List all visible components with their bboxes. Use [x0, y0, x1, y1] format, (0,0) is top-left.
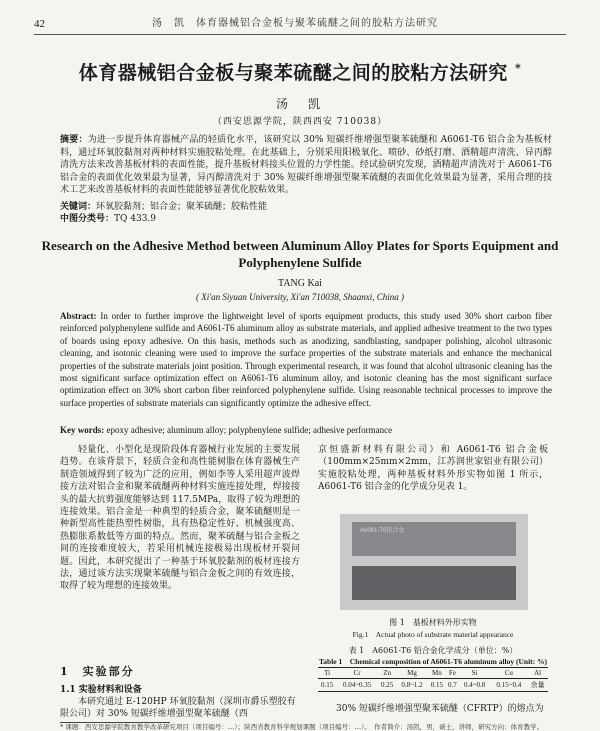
table-cell: 0.15~0.4: [490, 679, 527, 692]
affiliation-chinese: （西安思源学院，陕西西安 710038）: [212, 117, 388, 127]
running-header: [34, 14, 566, 35]
footnote: * 课题：西安思源学院教育教学改革研究项目（项目编号：…）；陕西省教育科学规划课题（项目编号：…）。 作者简介：汤凯，男，硕士，讲师，研究方向：体育教学。: [60, 723, 544, 731]
classification-text: TQ 433.9: [114, 214, 157, 224]
table-cell: 0.15: [428, 679, 446, 692]
table-1-caption-chinese: 表 1 A6061-T6 铝合金化学成分（单位：%）: [348, 646, 518, 655]
figure-1-photo: [340, 514, 528, 610]
title-chinese: [0, 58, 600, 85]
table-cell: 0.7: [446, 679, 459, 692]
section-1-1-heading: 1.1 实验材料和设备: [60, 685, 142, 695]
table-cell: 余量: [527, 679, 548, 692]
pps-sample-image: [352, 566, 516, 600]
aluminum-sample-label: A6061-T6铝合金: [360, 528, 405, 534]
table-header-cell: Ti: [318, 668, 336, 679]
running-title: 汤 凯 体育器械铝合金板与聚苯硫醚之间的胶粘方法研究: [152, 18, 438, 29]
title-english: Research on the Adhesive Method between Aluminum Alloy Plates for Sports Equipment and Polyphenylene Sulfide: [41, 238, 559, 270]
page-number: 42: [34, 18, 45, 30]
author-english: TANG Kai: [278, 278, 322, 289]
author-chinese: 汤 凯: [275, 97, 324, 111]
abstract-chinese-text: 为进一步提升体育器械产品的轻质化水平，该研究以 30% 短碳纤维增强型聚苯硫醚和 A6061-T6 铝合金为基板材料，通过环氧胶黏剂对两种材料实施胶粘处理。在此基础上，分别采用阳极氧化、喷砂、砂纸打磨、酒精超声清洗、异丙醇清洗方法来改善基板材料的表面性能，提升基板材料接头位置的力学性能。经试验研究发现，酒精超声清洗对于 A6061-T6 铝合金的表面优化效果最为显著，异丙醇清洗对于 30% 短碳纤维增强型聚苯硫醚的表面优化效果最为显著，采用合理的技术工艺来改善基板材料的表面性能能够显著优化胶粘效果。: [60, 135, 552, 195]
keywords-chinese-label: 关键词：: [60, 202, 97, 212]
abstract-chinese-label: 摘要：: [60, 135, 88, 145]
table-header-cell: Fe: [446, 668, 459, 679]
table-header-row: [318, 668, 548, 679]
abstract-english-text: In order to further improve the lightweight level of sports equipment products, this study used 30% short carbon fiber reinforced polyphenylene sulfide and A6061-T6 aluminum alloy as substrate materials, and applied adhesive treatment to the two types of boards using epoxy adhesive. On this basis, methods such as anodizing, sandblasting, sandpaper polishing, alcohol ultrasonic cleaning, and isotonic cleaning were used to improve the surface properties of the substrate materials and enhance the mechanical properties of the substrate materials joint position. Through experimental research, it was found that alcohol ultrasonic cleaning has the most significant surface optimization effect on A6061-T6 aluminum alloy, and isotonic cleaning has the most significant surface optimization effect on 30% short carbon fiber reinforced polyphenylene sulfide. Using reasonable technical processes to improve the surface properties of substrate materials can significantly optimize the adhesive effect.: [60, 311, 552, 408]
table-header-cell: Al: [527, 668, 548, 679]
abstract-english: [60, 310, 552, 422]
table-header-cell: Cr: [336, 668, 378, 679]
table-cell: 0.4~0.8: [459, 679, 491, 692]
table-cell: 0.04~0.35: [336, 679, 378, 692]
table-cell: 0.15: [318, 679, 336, 692]
table-header-cell: Cu: [490, 668, 527, 679]
keywords-english-label: Key words:: [60, 425, 105, 435]
materials-paragraph-continued: 京恒盛新材料有限公司）和 A6061-T6 铝合金板（100mm×25mm×2mm，江苏润世家铝业有限公司）实施胶粘处理，两种基板材料外形实物如图 1 所示，A6061-T6 铝合金的化学成分见表 1。: [318, 445, 548, 493]
keywords-english-text: epoxy adhesive; aluminum alloy; polyphenylene sulfide; adhesive performance: [106, 425, 393, 435]
table-header-cell: Mn: [428, 668, 446, 679]
table-cell: 0.25: [378, 679, 396, 692]
table-header-cell: Si: [459, 668, 491, 679]
materials-paragraph: 本研究通过 E-120HP 环氧胶黏剂（深圳市爵乐塑胶有限公司）对 30% 短碳纤维增强型聚苯硫醚（西: [60, 697, 296, 720]
classification-label: 中图分类号：: [60, 214, 115, 224]
abstract-english-label: Abstract:: [60, 311, 97, 321]
abstract-chinese: [60, 134, 552, 198]
table-1-caption-english: Table 1 Chemical composition of A6061-T6 aluminum alloy (Unit: %): [318, 657, 548, 666]
table-cell: 0.8~1.2: [396, 679, 428, 692]
aluminum-sample-image: [352, 522, 516, 556]
keywords-chinese: [60, 201, 552, 214]
table-header-cell: Zn: [378, 668, 396, 679]
table-1-composition: [318, 667, 548, 692]
table-header-cell: Mg: [396, 668, 428, 679]
keywords-english: [60, 424, 552, 436]
table-row: [318, 679, 548, 692]
figure-1-caption-english: Fig.1 Actual photo of substrate material appearance: [352, 630, 514, 639]
figure-1-caption-chinese: 图 1 基板材料外形实物: [389, 618, 477, 627]
section-1-heading: 1 实验部分: [60, 665, 135, 678]
title-footnote-mark: *: [514, 61, 522, 75]
keywords-chinese-text: 环氧胶黏剂；铝合金；聚苯硫醚；胶粘性能: [96, 202, 268, 212]
intro-paragraph: 轻量化、小型化是现阶段体育器械行业发展的主要发展趋势。在该背景下，轻质合金和高性能树脂在体育器械生产制造领域得到了较为广泛的应用，例如李等人采用超声波焊接方法对铝合金和聚苯硫醚两种材料实施连接处理，焊接接头的最大抗剪强度能够达到 117.5MPa，取得了较为理想的连接效果。铝合金是一种典型的轻质合金，聚苯硫醚则是一种新型高性能热塑性树脂，具有热稳定性好、机械强度高、热膨胀系数低等方面的特点。然而，聚苯硫醚与铝合金板之间的连接难度较大，若采用机械连接极易出现板材开裂问题。因此，本研究提出了一种基于环氧胶黏剂的板材连接方法，通过该方法实现聚苯硫醚与铝合金板之间的有效连接，取得了较为理想的连接效果。: [60, 445, 300, 592]
cfrtp-paragraph: 30% 短碳纤维增强型聚苯硫醚（CFRTP）的熔点为: [336, 704, 544, 714]
title-chinese-text: 体育器械铝合金板与聚苯硫醚之间的胶粘方法研究: [78, 62, 508, 84]
affiliation-english: ( Xi'an Siyuan University, Xi'an 710038, Shaanxi, China ): [195, 292, 405, 302]
classification-number: [60, 213, 552, 226]
